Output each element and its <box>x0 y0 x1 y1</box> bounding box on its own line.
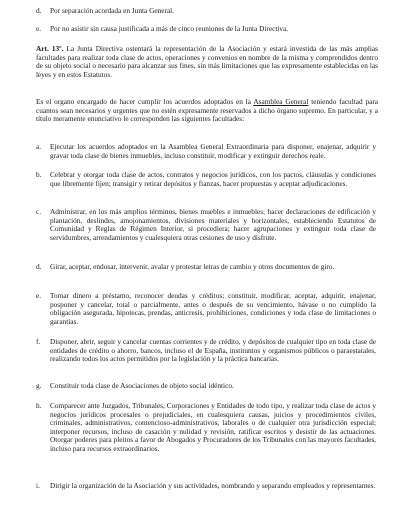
article-text: La Junta Directiva ostentará la representación de la Asociación y estará investida de las más amplias facultades para realizar toda clase de actos, operaciones y convenios en nombre de la misma y comprendidos dentro de su objeto social o necesario para alcanzar sus fines, sin más limitaciones que las expresamente establecidas en las leyes y en estos Estatutos. <box>36 44 378 79</box>
article-13-paragraph <box>36 45 378 79</box>
list-letter: d. <box>36 6 42 15</box>
list-letter: i. <box>36 481 40 490</box>
list-item <box>36 7 376 16</box>
list-text: Girar, aceptar, endosar, intervenir, avalar y protestar letras de cambio y otros documentos de giro. <box>50 262 335 271</box>
list-item <box>36 402 376 454</box>
list-letter: g. <box>36 381 42 390</box>
list-letter: d. <box>36 262 42 271</box>
list-text: Dirigir la organización de la Asociación y sus actividades, nombrando y separando empleados y representantes. <box>50 481 376 490</box>
intro-paragraph <box>36 98 378 124</box>
list-letter: e. <box>36 24 42 33</box>
list-item <box>36 25 376 34</box>
list-item <box>36 382 376 391</box>
list-letter: b. <box>36 170 42 179</box>
list-letter: e. <box>36 291 42 300</box>
list-item <box>36 171 376 188</box>
list-item <box>36 338 376 364</box>
list-letter: h. <box>36 401 42 410</box>
list-letter: a. <box>36 142 42 151</box>
list-item <box>36 482 376 491</box>
list-text: Administrar, en los más amplios términos, bienes muebles e inmuebles; hacer declaraciones de edificación y plantación, deslindes, amojonamientos, divisiones materiales y horizontales, estableciendo Estatutos de Comunidad y Reglas de Régimen Interior, si procediera; hacer agrupaciones y extinguir toda clase de servidumbres, arrendamientos y cualesquiera otras cesiones de uso y disfrute. <box>50 207 376 242</box>
list-text: Por no asistir sin causa justificada a más de cinco reuniones de la Junta Directiva. <box>50 24 289 33</box>
list-text: Comparecer ante Juzgados, Tribunales, Corporaciones y Entidades de todo tipo, y realizar toda clase de actos y negocios jurídicos procesales o prejudiciales, en cualesquiera causas, juicios y procedimientos civiles, criminales, administrativos, contencioso-administrativos, laborales o de cualquier otra jurisdicción especial; interponer recursos, incluso de casación y nulidad y revisión, ratificar escritos y desistir de las actuaciones. Otorgar poderes para pleitos a favor de Abogados y Procuradores de los Tribunales con las mayores facultades, incluso para recursos extraordinarios. <box>50 401 376 453</box>
intro-underlined: Asamblea General <box>253 97 309 106</box>
list-text: Celebrar y otorgar toda clase de actos, contratos y negocios jurídicos, con los pactos, cláusulas y condiciones que libremente fijen; transigir y retirar depósitos y fianzas, hacer propuestas y aceptar adjudicaciones. <box>50 170 376 188</box>
list-letter: c. <box>36 207 42 216</box>
intro-text: Es el organo encargado de hacer cumplir los acuerdos adoptados en la <box>36 97 254 106</box>
list-text: Constituir toda clase de Asociaciones de objeto social idéntico. <box>50 381 234 390</box>
list-text: Disponer, abrir, seguir y cancelar cuentas corrientes y de crédito, y depósitos de cualquier tipo en toda clase de entidades de crédito o ahorro, bancos, incluso el de España, instituntos y organismos públicos o paraestatales, realizando todos los actos permitidos por la legislación y la práctica bancarias. <box>50 337 376 364</box>
list-item <box>36 292 376 326</box>
list-text: Por separación acordada en Junta General. <box>50 6 174 15</box>
article-title: Art. 13º. <box>36 44 64 53</box>
list-item <box>36 208 376 242</box>
list-text: Tomar dinero a préstamo, reconocer deudas y créditos; constituir, modificar, aceptar, adquirir, enajenar, posponer y cancelar, total o parcialmente, antes o después de su vencimiento, hávase o no cumplido la obligación asegurada, hipotecas, prendas, anticresis, prohibiciones, condiciones y toda clase de limitaciones o garantías. <box>50 291 376 326</box>
intro-text-continued: teniendo facultad para cuantos sean necesarios y urgentes que no estén expresamente reservados a dicho órgano supremo. En particular, y a título meramente enunciativo le corresponden las siguientes facultades: <box>36 97 379 124</box>
list-text: Ejecutar los acuerdos adoptados en la Asamblea General Extraordinaria para disponer, enajenar, adquirir y gravar toda clase de bienes inmuebles, incluso constituir, modificar y extinguir derechos reale. <box>50 142 376 160</box>
list-item <box>36 263 376 272</box>
list-item <box>36 143 376 160</box>
list-letter: f. <box>36 337 41 346</box>
